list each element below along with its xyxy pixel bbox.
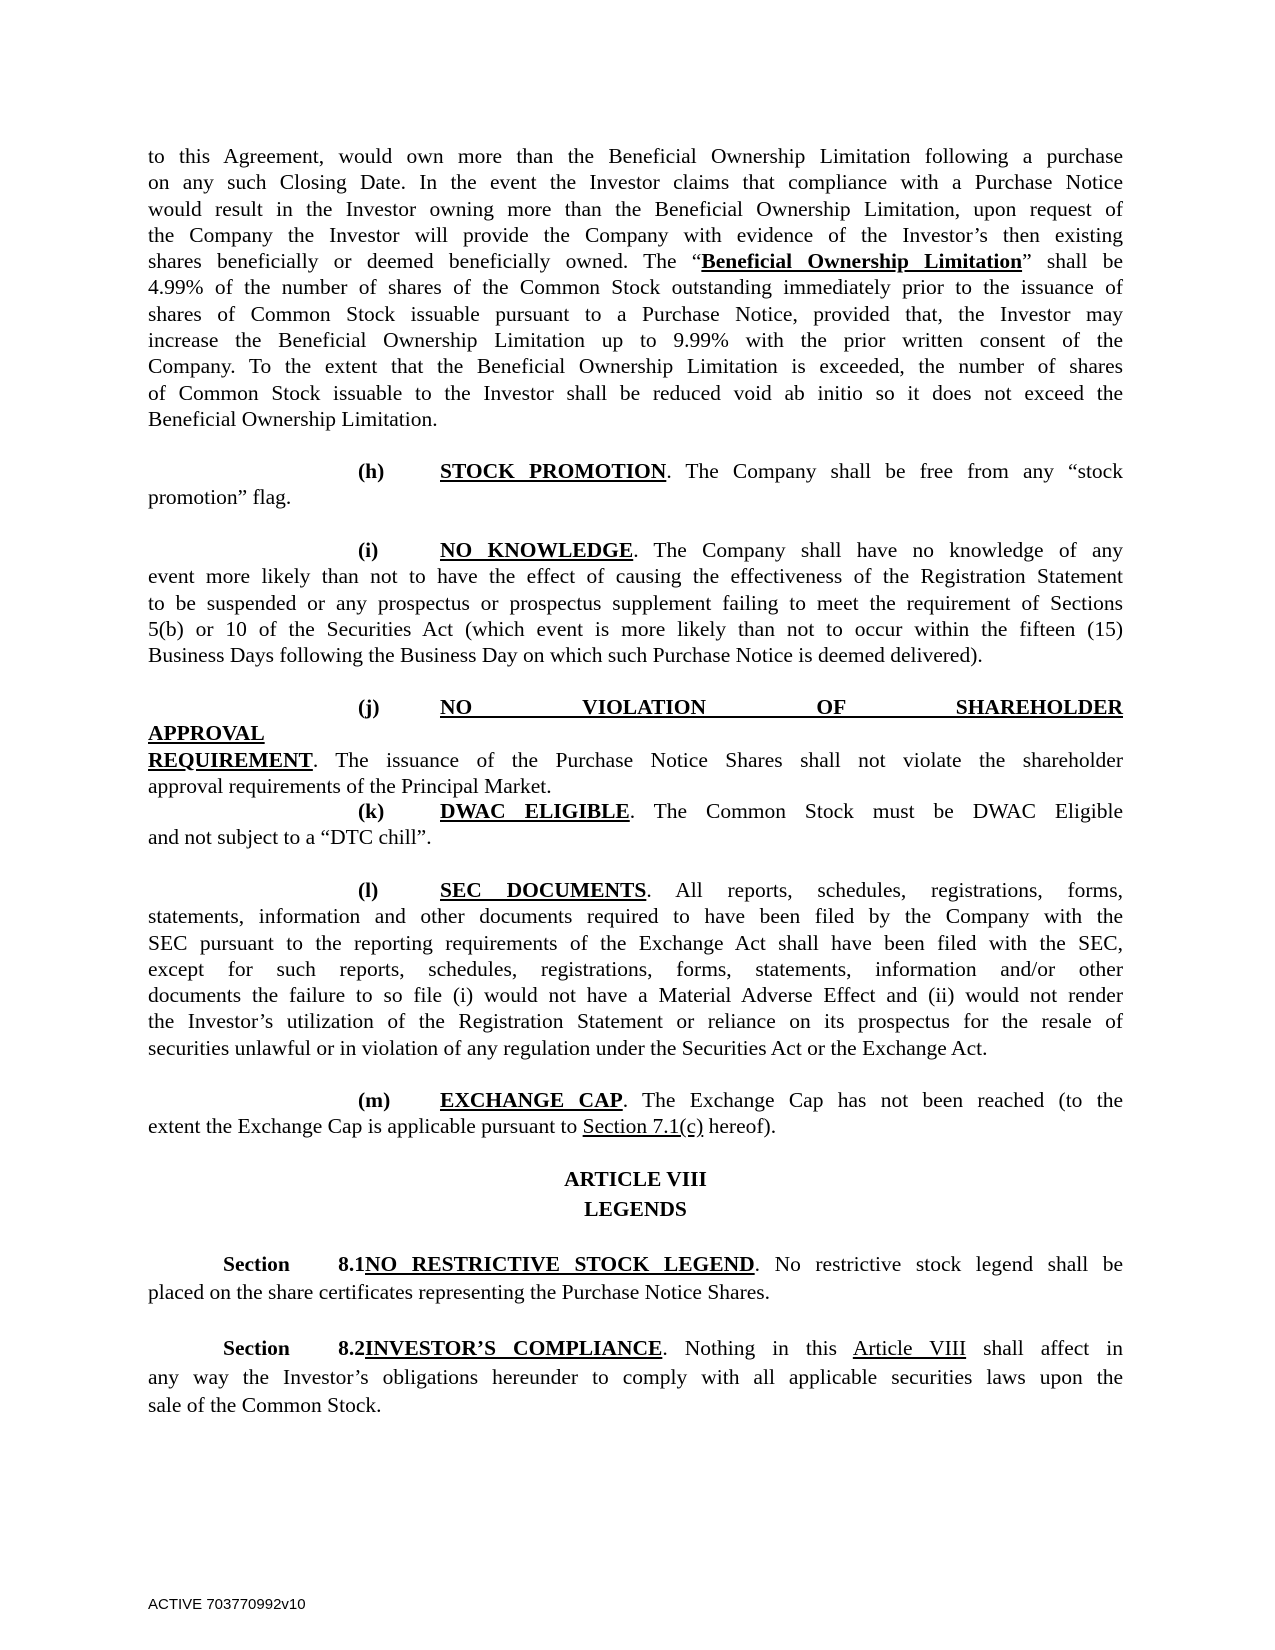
clause-m-label: (m) — [358, 1088, 391, 1112]
clause-l-heading: SEC DOCUMENTS — [440, 878, 647, 902]
intro-line-9: Company. To the extent that the Beneficial Ownership Limitation is exceeded, the number of shares — [148, 354, 1123, 379]
clause-h-heading: STOCK PROMOTION — [440, 459, 667, 483]
clause-k-heading: DWAC ELIGIBLE — [440, 799, 630, 823]
clause-i-heading: NO KNOWLEDGE — [440, 538, 634, 562]
clause-l-label: (l) — [358, 878, 379, 902]
section-8-2: Section 8.2INVESTOR’S COMPLIANCE. Nothing in this Article VIII shall affect in any way the Investor’s obligations hereunder to comply with all applicable securities laws upon the sale of the Common Stock. — [148, 1336, 1123, 1417]
clause-j: (j) NO VIOLATION OF SHAREHOLDER APPROVAL REQUIREMENT. The issuance of the Purchase Notice Shares shall not violate the shareholder approval requirements of the Principal Market. — [148, 695, 1123, 798]
intro-line-11: Beneficial Ownership Limitation. — [148, 406, 438, 431]
clause-h: (h) STOCK PROMOTION. The Company shall be free from any “stock promotion” flag. — [148, 459, 1123, 510]
defined-term-beneficial-ownership-limitation: Beneficial Ownership Limitation — [701, 249, 1023, 274]
section-8-1-heading: NO RESTRICTIVE STOCK LEGEND — [365, 1252, 755, 1276]
article-number: ARTICLE VIII — [564, 1167, 707, 1191]
intro-line-3: would result in the Investor owning more than the Beneficial Ownership Limitation, upon request of — [148, 196, 1123, 221]
article-heading — [148, 1164, 1123, 1224]
intro-line-1: to this Agreement, would own more than the Beneficial Ownership Limitation following a purchase — [148, 144, 1123, 168]
section-8-1: Section 8.1NO RESTRICTIVE STOCK LEGEND. No restrictive stock legend shall be placed on the share certificates representing the Purchase Notice Shares. — [148, 1252, 1124, 1304]
section-8-1-label: Section 8.1 — [223, 1252, 365, 1276]
clause-i-label: (i) — [358, 538, 379, 562]
clause-k-label: (k) — [358, 799, 385, 823]
intro-paragraph — [148, 143, 1123, 432]
intro-line-4: the Company the Investor will provide the Company with evidence of the Investor’s then existing — [148, 222, 1123, 247]
intro-line-5: shares beneficially or deemed beneficially owned. The “Beneficial Ownership Limitation” shall be — [148, 249, 1123, 274]
article-title: LEGENDS — [584, 1197, 687, 1221]
clause-j-heading-cont: REQUIREMENT — [148, 747, 313, 772]
intro-line-7: shares of Common Stock issuable pursuant to a Purchase Notice, provided that, the Investor may — [148, 301, 1123, 326]
clause-m: (m) EXCHANGE CAP. The Exchange Cap has not been reached (to the extent the Exchange Cap is applicable pursuant to Section 7.1(c) hereof). — [148, 1088, 1123, 1139]
section-8-2-label: Section 8.2 — [223, 1336, 365, 1360]
section-8-2-heading: INVESTOR’S COMPLIANCE — [365, 1336, 663, 1360]
clause-m-heading: EXCHANGE CAP — [440, 1088, 623, 1112]
clause-j-label: (j) — [358, 695, 380, 719]
intro-line-10: of Common Stock issuable to the Investor shall be reduced void ab initio so it does not exceed the — [148, 380, 1123, 405]
document-id-footer: ACTIVE 703770992v10 — [148, 1596, 306, 1613]
intro-line-8: increase the Beneficial Ownership Limitation up to 9.99% with the prior written consent of the — [148, 328, 1123, 353]
intro-line-6: 4.99% of the number of shares of the Common Stock outstanding immediately prior to the issuance of — [148, 275, 1123, 300]
article-viii-reference: Article VIII — [852, 1336, 967, 1360]
section-7-1-c-reference: Section 7.1(c) — [582, 1114, 704, 1139]
clause-h-label: (h) — [358, 459, 385, 483]
intro-line-2: on any such Closing Date. In the event the Investor claims that compliance with a Purchase Notice — [148, 170, 1123, 195]
clause-i: (i) NO KNOWLEDGE. The Company shall have no knowledge of any event more likely than not to have the effect of causing the effectiveness of the Registration Statement to be suspended or any prospectus or prospectus supplement failing to meet the requirement of Sections 5(b) or 10 of the Securities Act (which event is more likely than not to occur within the fifteen (15) Business Days following the Business Day on which such Purchase Notice is deemed delivered). — [148, 538, 1123, 668]
clause-k: (k) DWAC ELIGIBLE. The Common Stock must be DWAC Eligible and not subject to a “DTC chill”. — [148, 799, 1123, 850]
clause-j-heading: NO VIOLATION OF SHAREHOLDER APPROVAL — [148, 695, 1123, 746]
clause-l: (l) SEC DOCUMENTS. All reports, schedules, registrations, forms, statements, information and other documents required to have been filed by the Company with the SEC pursuant to the reporting requirements of the Exchange Act shall have been filed with the SEC, except for such reports, schedules, registrations, forms, statements, information and/or other documents the failure to so file (i) would not have a Material Adverse Effect and (ii) would not render the Investor’s utilization of the Registration Statement or reliance on its prospectus for the resale of securities unlawful or in violation of any regulation under the Securities Act or the Exchange Act. — [148, 878, 1123, 1060]
